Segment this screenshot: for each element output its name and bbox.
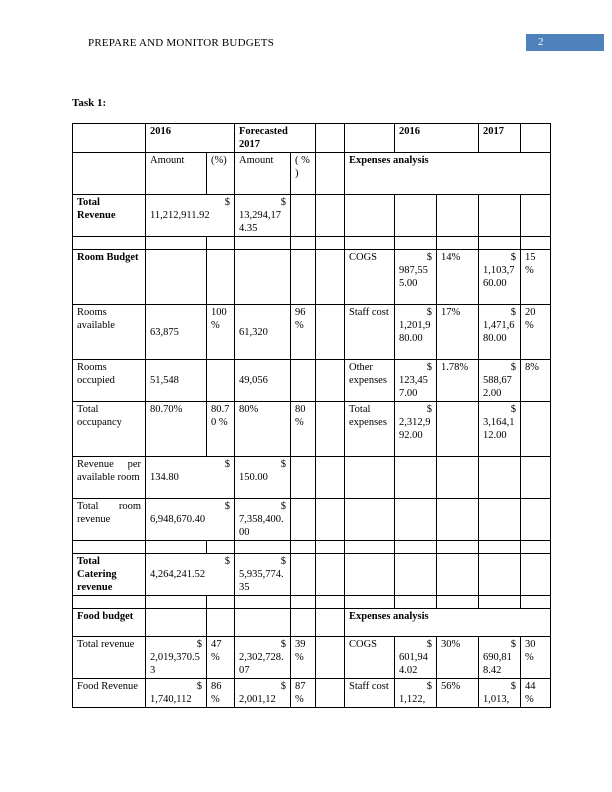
food-staff-2016-pct: 56% [437,679,479,708]
row-label-food-budget: Food budget [73,609,146,637]
header-2016: 2016 [146,124,235,153]
task-heading: Task 1: [72,97,107,109]
page-number-badge: 2 [526,34,604,51]
header-expenses-2016: 2016 [395,124,479,153]
row-label-rooms-available: Rooms available [73,305,146,360]
table-row [73,609,551,637]
table-row [73,679,551,708]
food-cogs-2016: $ 601,944.02 [395,637,437,679]
header-forecast-2017: Forecasted 2017 [235,124,316,153]
food-staff-2017-pct: 44 % [521,679,551,708]
room-cogs-2017-pct: 15 % [521,250,551,305]
col-pct-2017: ( % ) [291,153,316,195]
row-label-rooms-occupied: Rooms occupied [73,360,146,402]
food-revenue-2016: $ 1,740,112 [146,679,207,708]
food-total-revenue-2017-pct: 39 % [291,637,316,679]
row-label-total-revenue: Total Revenue [73,195,146,237]
table-row [73,237,551,250]
catering-2016: $ 4,264,241.52 [146,554,235,596]
rooms-available-2016: 63,875 [146,305,207,360]
rooms-available-2017-pct: 96 % [291,305,316,360]
room-other-2016-pct: 1.78% [437,360,479,402]
expense-label-total: Total expenses [345,402,395,457]
rooms-available-2016-pct: 100 % [207,305,235,360]
room-total-expenses-2016: $ 2,312,992.00 [395,402,437,457]
room-other-2017: $ 588,672.00 [479,360,521,402]
food-staff-2017: $ 1,013, [479,679,521,708]
food-revenue-2017: $ 2,001,12 [235,679,291,708]
total-revenue-2016: $ 11,212,911.92 [146,195,235,237]
expense-label-other: Other expenses [345,360,395,402]
total-occupancy-2016: 80.70% [146,402,207,457]
table-row [73,360,551,402]
total-occupancy-2017: 80% [235,402,291,457]
running-header-title: PREPARE AND MONITOR BUDGETS [88,37,275,49]
room-cogs-2016-pct: 14% [437,250,479,305]
table-row [73,250,551,305]
food-cogs-2017-pct: 30 % [521,637,551,679]
rooms-occupied-2017: 49,056 [235,360,291,402]
table-row [73,124,551,153]
table-row [73,195,551,237]
food-staff-2016: $ 1,122, [395,679,437,708]
budget-table [72,123,551,708]
room-staff-2016-pct: 17% [437,305,479,360]
row-label-food-revenue: Food Revenue [73,679,146,708]
total-room-revenue-2017: $ 7,358,400.00 [235,499,291,541]
table-row [73,499,551,541]
col-amount-2017: Amount [235,153,291,195]
row-label-room-budget: Room Budget [73,250,146,305]
expenses-analysis-heading: Expenses analysis [345,153,551,195]
food-expense-label-cogs: COGS [345,637,395,679]
room-staff-2017: $ 1,471,680.00 [479,305,521,360]
row-label-total-occupancy: Total occupancy [73,402,146,457]
table-row [73,541,551,554]
food-cogs-2016-pct: 30% [437,637,479,679]
header-expenses-2017: 2017 [479,124,521,153]
total-occupancy-2017-pct: 80 % [291,402,316,457]
table-row [73,637,551,679]
table-row [73,305,551,360]
room-cogs-2016: $ 987,555.00 [395,250,437,305]
food-cogs-2017: $ 690,818.42 [479,637,521,679]
catering-2017: $ 5,935,774.35 [235,554,291,596]
row-label-catering: Total Catering revenue [73,554,146,596]
food-expense-label-staff: Staff cost [345,679,395,708]
food-revenue-2017-pct: 87 % [291,679,316,708]
room-other-2017-pct: 8% [521,360,551,402]
col-amount-2016: Amount [146,153,207,195]
food-expenses-analysis-heading: Expenses analysis [345,609,551,637]
food-revenue-2016-pct: 86 % [207,679,235,708]
total-occupancy-2016-pct: 80.70 % [207,402,235,457]
room-total-expenses-2017: $ 3,164,112.00 [479,402,521,457]
room-staff-2017-pct: 20 % [521,305,551,360]
table-row [73,596,551,609]
rooms-available-2017: 61,320 [235,305,291,360]
table-row [73,554,551,596]
table-row [73,457,551,499]
rooms-occupied-2016: 51,548 [146,360,207,402]
table-row [73,402,551,457]
expense-label-cogs: COGS [345,250,395,305]
food-total-revenue-2017: $ 2,302,728.07 [235,637,291,679]
revpar-2017: $ 150.00 [235,457,291,499]
room-other-2016: $ 123,457.00 [395,360,437,402]
row-label-total-room-revenue: Total room revenue [73,499,146,541]
expense-label-staff-cost: Staff cost [345,305,395,360]
room-cogs-2017: $ 1,103,760.00 [479,250,521,305]
table-row [73,153,551,195]
room-staff-2016: $ 1,201,980.00 [395,305,437,360]
food-total-revenue-2016-pct: 47 % [207,637,235,679]
revpar-2016: $ 134.80 [146,457,235,499]
total-revenue-2017: $ 13,294,174.35 [235,195,291,237]
total-room-revenue-2016: $ 6,948,670.40 [146,499,235,541]
row-label-revpar: Revenue per available room [73,457,146,499]
row-label-food-total-revenue: Total revenue [73,637,146,679]
food-total-revenue-2016: $ 2,019,370.53 [146,637,207,679]
col-pct-2016: (%) [207,153,235,195]
